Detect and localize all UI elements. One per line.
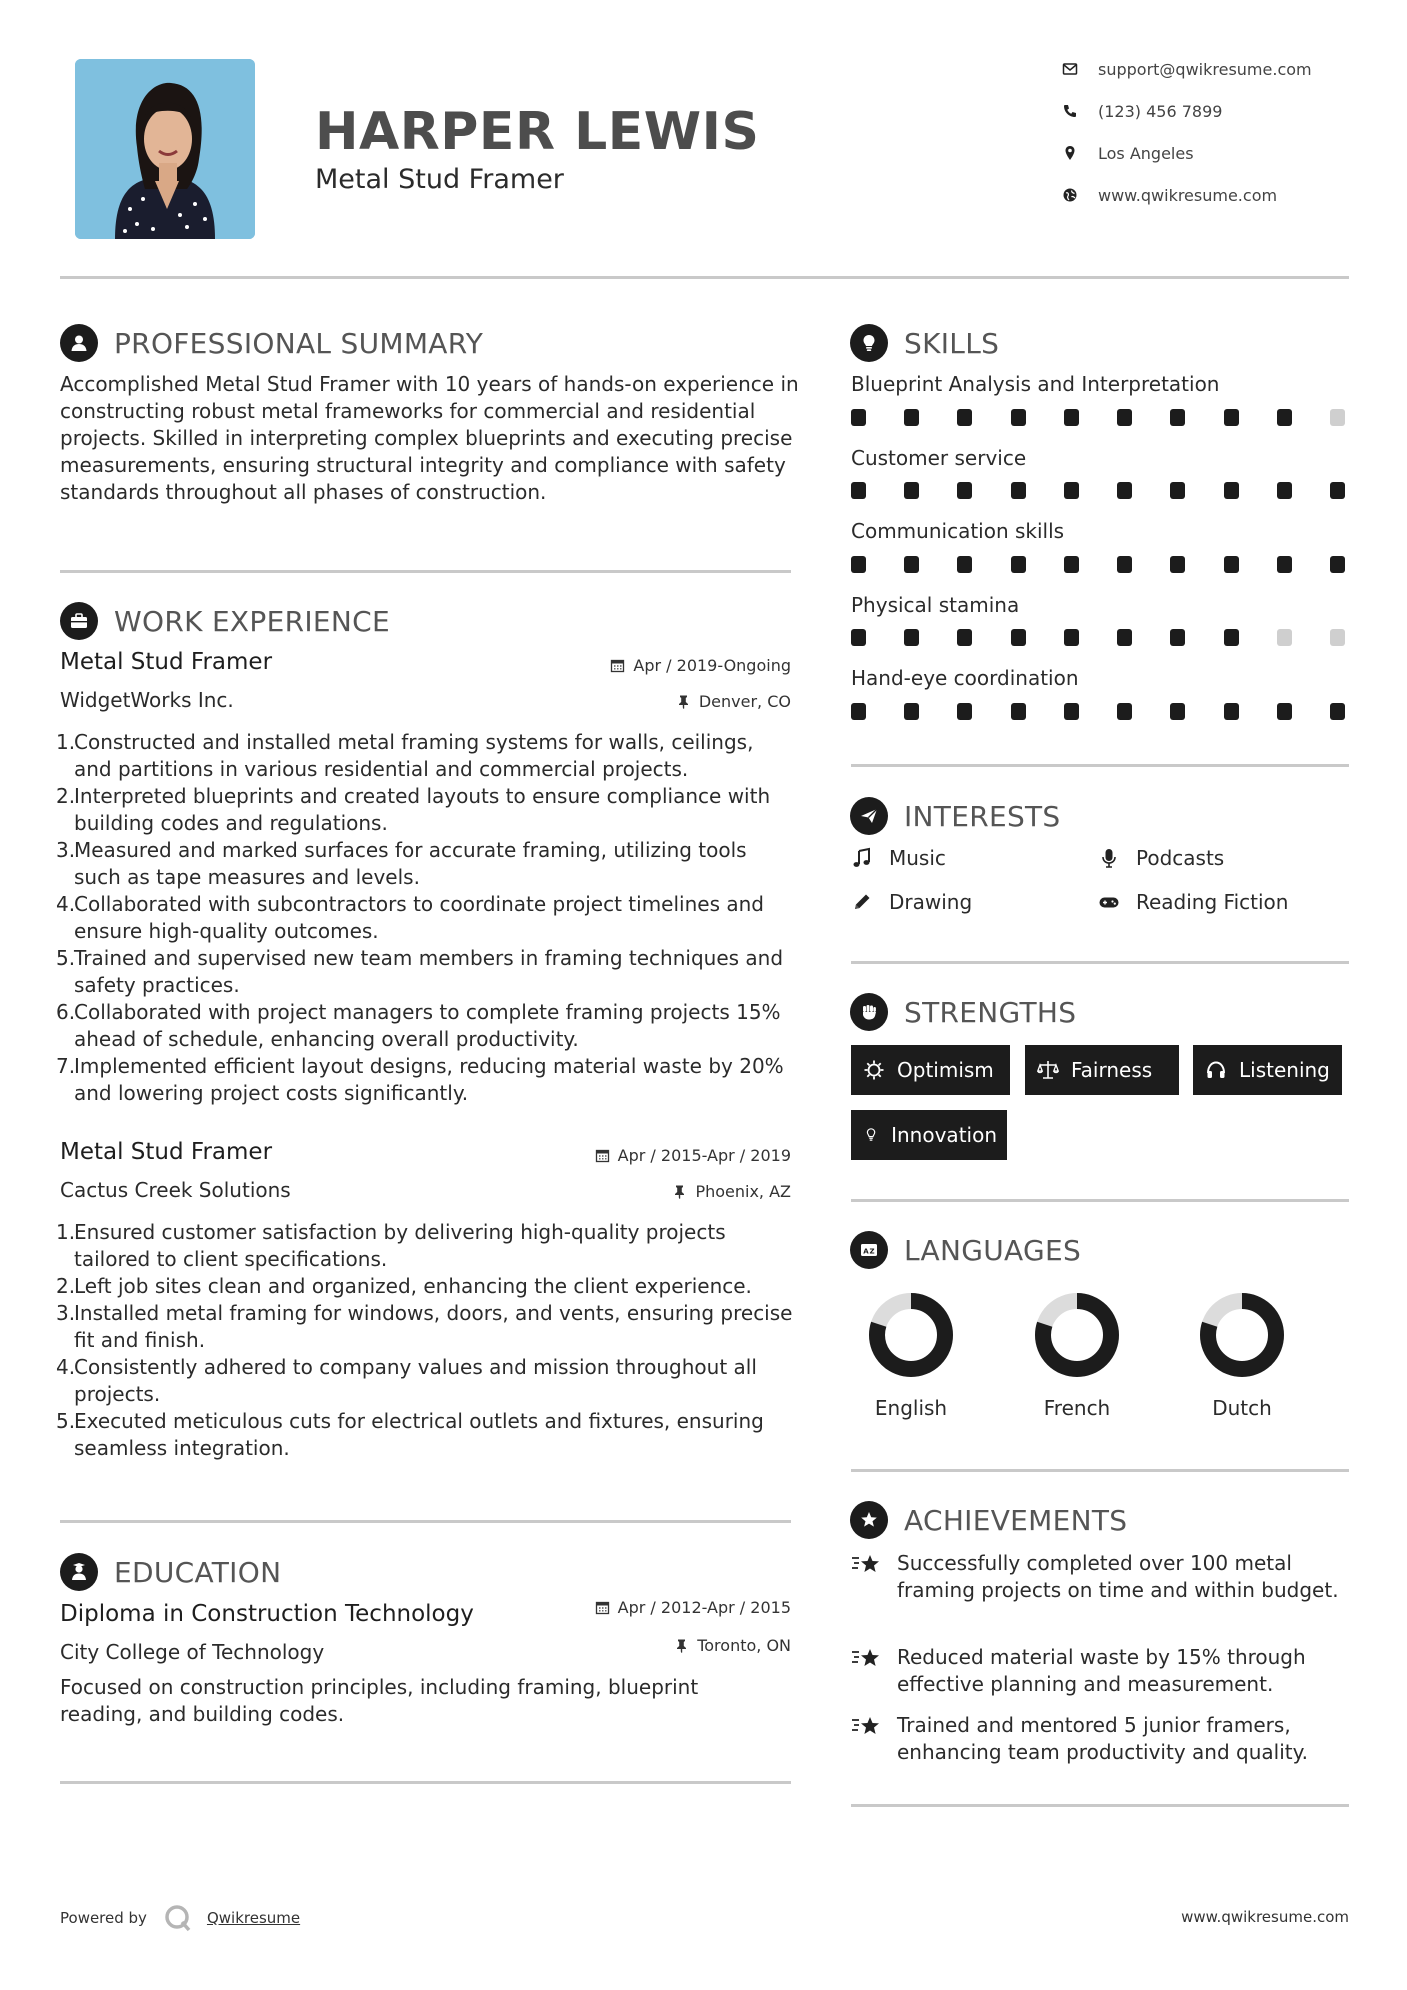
strengths-section-header [850,992,1076,1032]
lightbulb-icon [850,324,888,362]
languages-title: LANGUAGES [904,1233,1082,1267]
language-english-ring [866,1290,956,1380]
interests-section-header [850,796,1061,836]
skill-dot [1224,703,1239,720]
language-english [846,1290,976,1420]
job-2-date-text: Apr / 2015-Apr / 2019 [617,1146,791,1165]
job-1-company: WidgetWorks Inc. [60,688,234,712]
skill-2-name: Customer service [851,446,1027,470]
powered-by-text: Powered by [60,1909,147,1927]
skill-dot [1224,556,1239,573]
job-2-date [540,1146,791,1165]
list-item: 1. Ensured customer satisfaction by delivering high-quality projects tailored to client specifications. [56,1220,726,1271]
job-1-location-text: Denver, CO [698,692,791,711]
education-location [540,1636,791,1655]
achievement-3 [851,1712,1349,1766]
skill-dot [1011,482,1026,499]
skill-dot [957,629,972,646]
language-french-ring [1032,1290,1122,1380]
contact-phone[interactable] [1062,99,1362,123]
skill-dot [904,703,919,720]
list-item: 3. Measured and marked surfaces for accurate framing, utilizing tools such as tape measures and levels. [56,838,747,889]
skill-dot [1330,556,1345,573]
skill-dot [851,482,866,499]
calendar-icon [595,1600,610,1615]
interest-drawing-label: Drawing [889,890,973,914]
gamepad-icon [1098,891,1120,913]
list-item: 3. Installed metal framing for windows, doors, and vents, ensuring precise fit and finish. [56,1301,793,1352]
strength-listening [1193,1045,1342,1095]
skill-dot [1170,482,1185,499]
skill-dot [1117,629,1132,646]
strengths-title: STRENGTHS [904,995,1077,1029]
skills-title: SKILLS [904,326,1000,360]
skill-dot [1117,703,1132,720]
skill-dot [1224,482,1239,499]
skill-dot [1170,703,1185,720]
skill-dot [1064,629,1079,646]
user-icon [60,324,98,362]
skill-1-rating [851,409,1345,426]
skill-dot [1117,409,1132,426]
education-section-header [60,1552,281,1592]
skill-dot [1277,703,1292,720]
summary-title: PROFESSIONAL SUMMARY [114,326,484,360]
interest-drawing [851,888,972,916]
skill-dot [1277,409,1292,426]
skill-dot [957,556,972,573]
list-item: 2. Left job sites clean and organized, enhancing the client experience. [56,1274,752,1298]
sun-icon [863,1059,885,1081]
achievements-section-header [850,1500,1127,1540]
candidate-name: HARPER LEWIS [315,102,760,162]
shooting-star-icon [851,1714,881,1740]
education-divider [60,1781,791,1784]
education-location-text: Toronto, ON [697,1636,791,1655]
skill-dot [851,556,866,573]
list-item: 7. Implemented efficient layout designs, reducing material waste by 20% and lowering project costs significantly. [56,1054,784,1105]
contact-phone-text: (123) 456 7899 [1098,101,1223,121]
globe-icon [1062,187,1078,203]
star-badge-icon [850,1501,888,1539]
music-icon [851,847,873,869]
list-item: 4. Consistently adhered to company values and mission throughout all projects. [56,1355,757,1406]
fist-icon [850,993,888,1031]
skill-dot [1064,556,1079,573]
interest-reading-fiction-label: Reading Fiction [1136,890,1289,914]
skill-dot [1170,629,1185,646]
skill-dot [1330,703,1345,720]
svg-text:Z: Z [869,1247,875,1256]
shooting-star-icon [851,1552,881,1578]
graduate-icon [60,1553,98,1591]
languages-section-header [850,1230,1081,1270]
skill-dot [1330,629,1345,646]
skill-dot [1011,409,1026,426]
achievement-2 [851,1644,1349,1698]
job-2-title: Metal Stud Framer [60,1139,273,1165]
qwikresume-link[interactable]: Qwikresume [206,1909,301,1927]
education-date-text: Apr / 2012-Apr / 2015 [617,1598,791,1617]
achievement-1 [851,1550,1349,1604]
language-dutch [1177,1290,1307,1420]
skill-dot [1277,482,1292,499]
job-2-location [540,1182,791,1201]
skill-3-name: Communication skills [851,519,1065,543]
education-date [540,1598,791,1617]
skill-dot [904,629,919,646]
skill-dot [1011,703,1026,720]
education-text: Focused on construction principles, including framing, blueprint reading, and building codes. [60,1675,699,1726]
achievements-divider [851,1804,1349,1807]
skill-dot [1011,556,1026,573]
skill-dot [1277,629,1292,646]
job-1-bullets [56,729,796,1107]
list-item: 1. Constructed and installed metal framing systems for walls, ceilings, and partitions in various residential and commercial projects. [56,730,754,781]
skill-dot [851,629,866,646]
work-title: WORK EXPERIENCE [114,604,390,638]
list-item: 6. Collaborated with project managers to complete framing projects 15% ahead of schedule, enhancing overall productivity. [56,1000,781,1051]
profile-photo [75,59,255,239]
strength-innovation [851,1110,1007,1160]
svg-text:A: A [863,1247,869,1256]
skill-dot [1170,409,1185,426]
summary-divider [60,570,791,573]
footer-url[interactable]: www.qwikresume.com [1181,1908,1349,1926]
strength-innovation-label: Innovation [891,1123,997,1147]
interest-podcasts-label: Podcasts [1136,846,1225,870]
list-item: 2. Interpreted blueprints and created layouts to ensure compliance with building codes and regulations. [56,784,771,835]
skill-2-rating [851,482,1345,499]
skill-1-name: Blueprint Analysis and Interpretation [851,372,1220,396]
skill-dot [957,703,972,720]
calendar-icon [610,658,625,673]
work-divider [60,1520,791,1523]
summary-section-header [60,323,483,363]
skill-dot [1330,482,1345,499]
skill-dot [1330,409,1345,426]
map-pin-icon [1062,145,1078,161]
header-divider [60,276,1349,279]
job-1-date [540,656,791,675]
lightbulb-icon [863,1124,879,1146]
skill-dot [957,409,972,426]
languages-divider [851,1469,1349,1472]
job-2-company: Cactus Creek Solutions [60,1178,291,1202]
skills-section-header [850,323,999,363]
skill-5-rating [851,703,1345,720]
job-2-location-text: Phoenix, AZ [695,1182,791,1201]
education-school: City College of Technology [60,1640,325,1664]
interest-podcasts [1098,844,1224,872]
briefcase-icon [60,602,98,640]
achievements-title: ACHIEVEMENTS [904,1503,1128,1537]
footer-powered-by [60,1903,300,1933]
interest-reading-fiction [1098,888,1288,916]
strength-optimism-label: Optimism [897,1058,994,1082]
language-english-name: English [874,1396,948,1420]
scale-icon [1037,1059,1059,1081]
interest-music [851,844,946,872]
qwikresume-logo-icon [163,1903,193,1933]
job-1-title: Metal Stud Framer [60,649,273,675]
interest-music-label: Music [889,846,946,870]
pushpin-icon [674,1638,689,1653]
pushpin-icon [672,1184,687,1199]
contact-website-text: www.qwikresume.com [1098,185,1278,205]
contact-website[interactable] [1062,183,1362,207]
strengths-divider [851,1199,1349,1202]
education-title: EDUCATION [114,1555,282,1589]
contact-location [1062,141,1362,165]
headphones-icon [1205,1059,1227,1081]
achievement-1-text: Successfully completed over 100 metal framing projects on time and within budget. [897,1551,1339,1602]
education-degree: Diploma in Construction Technology [60,1601,474,1627]
skill-4-name: Physical stamina [851,593,1020,617]
summary-text: Accomplished Metal Stud Framer with 10 years of hands-on experience in constructing robust metal frameworks for commercial and residential projects. Skilled in interpreting complex blueprints and executing precise measurements, ensuring structural integrity and compliance with safety standards throughout all phases of construction. [60,372,799,504]
calendar-icon [595,1148,610,1163]
contact-location-text: Los Angeles [1098,143,1194,163]
language-french [1012,1290,1142,1420]
translate-icon [850,1231,888,1269]
skill-dot [1224,629,1239,646]
strength-optimism [851,1045,1010,1095]
list-item: 4. Collaborated with subcontractors to coordinate project timelines and ensure high-quality outcomes. [56,892,764,943]
achievement-2-text: Reduced material waste by 15% through effective planning and measurement. [897,1645,1306,1696]
pencil-icon [851,891,873,913]
skill-dot [1011,629,1026,646]
skill-dot [1117,556,1132,573]
interests-divider [851,961,1349,964]
skill-dot [1064,482,1079,499]
skill-dot [1277,556,1292,573]
list-item: 5. Executed meticulous cuts for electrical outlets and fixtures, ensuring seamless integration. [56,1409,764,1460]
interests-title: INTERESTS [904,799,1061,833]
microphone-icon [1098,847,1120,869]
strength-listening-label: Listening [1239,1058,1330,1082]
paper-plane-icon [850,797,888,835]
skill-dot [1224,409,1239,426]
skill-dot [904,482,919,499]
skill-dot [957,482,972,499]
language-dutch-ring [1197,1290,1287,1380]
skill-dot [904,409,919,426]
skill-dot [1170,556,1185,573]
skill-4-rating [851,629,1345,646]
envelope-icon [1062,61,1078,77]
portrait-image [75,59,255,239]
skill-dot [904,556,919,573]
strength-fairness-label: Fairness [1071,1058,1153,1082]
achievement-3-text: Trained and mentored 5 junior framers, enhancing team productivity and quality. [897,1713,1308,1764]
job-2-bullets [56,1219,796,1462]
skill-3-rating [851,556,1345,573]
job-1-location [540,692,791,711]
skill-5-name: Hand-eye coordination [851,666,1079,690]
contact-email-text: support@qwikresume.com [1098,59,1312,79]
list-item: 5. Trained and supervised new team members in framing techniques and safety practices. [56,946,784,997]
shooting-star-icon [851,1646,881,1672]
skill-dot [1064,703,1079,720]
skill-dot [1064,409,1079,426]
contact-email[interactable] [1062,57,1362,81]
phone-icon [1062,103,1078,119]
language-dutch-name: Dutch [1212,1396,1272,1420]
job-1-date-text: Apr / 2019-Ongoing [633,656,791,675]
candidate-role: Metal Stud Framer [315,164,564,195]
skill-dot [851,409,866,426]
strength-fairness [1025,1045,1179,1095]
skill-dot [851,703,866,720]
pushpin-icon [676,694,691,709]
skills-divider [851,764,1349,767]
skill-dot [1117,482,1132,499]
work-section-header [60,601,390,641]
language-french-name: French [1043,1396,1111,1420]
